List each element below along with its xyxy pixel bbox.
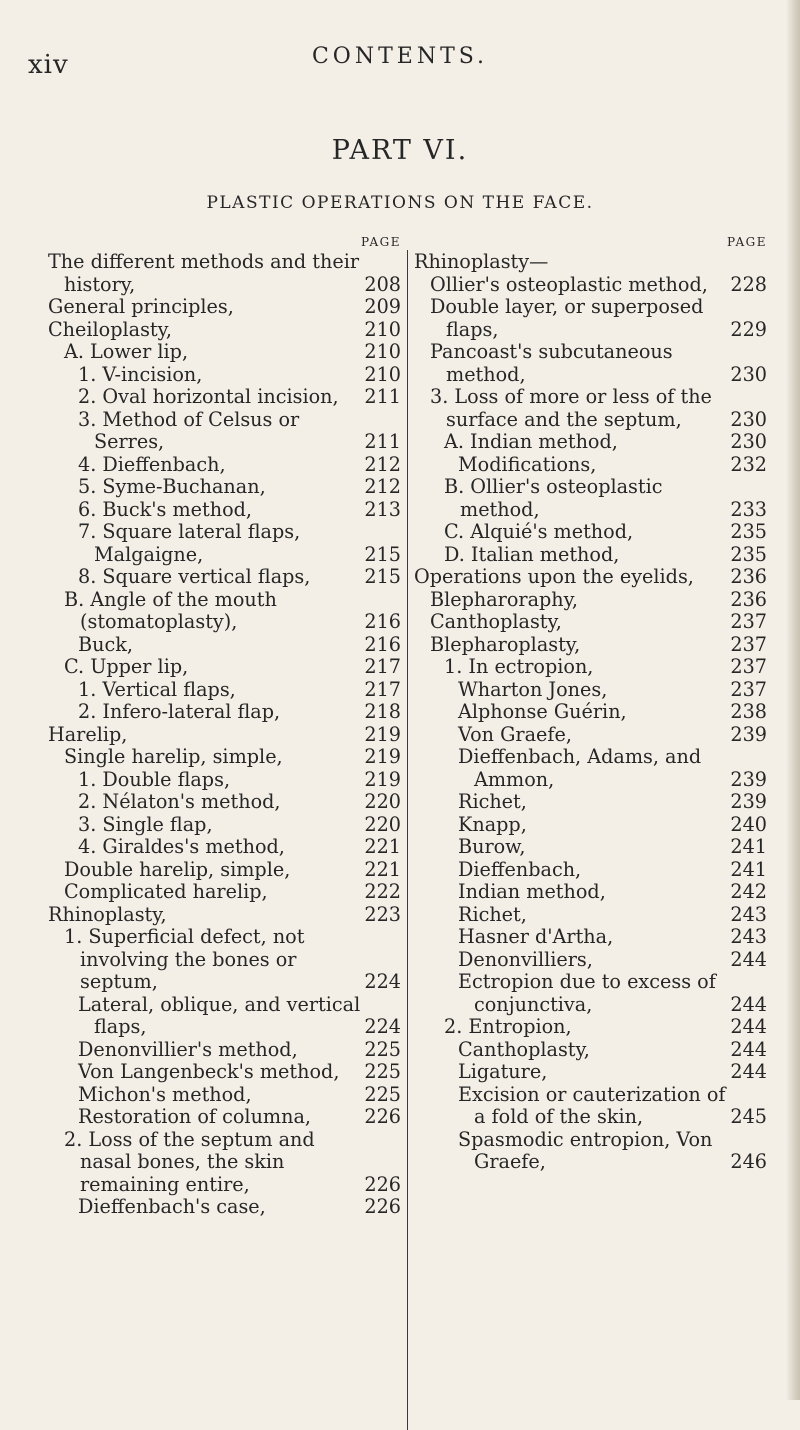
toc-entry-title: 2. Infero-lateral flap, (78, 700, 281, 723)
toc-entry-page: 217 (364, 655, 401, 678)
toc-entry-page: 219 (364, 745, 401, 768)
toc-entry (48, 724, 403, 747)
toc-entry-page: 224 (364, 1015, 401, 1038)
toc-entry-page: 217 (364, 677, 401, 701)
toc-entry-page: 230 (730, 407, 767, 431)
toc-entry (48, 341, 403, 364)
toc-entry (48, 1129, 403, 1197)
toc-entry (48, 566, 403, 589)
toc-entry-title: Von Langenbeck's method, (78, 1060, 340, 1083)
toc-entry (414, 251, 769, 274)
toc-entry-title: Alphonse Guérin, (458, 700, 627, 723)
toc-entry-page: 244 (730, 1015, 767, 1038)
toc-entry-page: 240 (730, 812, 767, 836)
toc-entry-title: A. Lower lip, (64, 340, 189, 363)
toc-entry (414, 566, 769, 589)
toc-entry-page: 209 (364, 295, 401, 318)
toc-entry (48, 251, 403, 296)
toc-entry-page: 220 (364, 790, 401, 813)
toc-entry-title: 3. Method of Celsus or Serres, (78, 407, 300, 453)
toc-entry-title: Canthoplasty, (458, 1037, 590, 1061)
toc-entry-page: 230 (730, 362, 767, 386)
toc-entry (414, 454, 769, 477)
toc-entry-page: 237 (730, 632, 767, 656)
toc-entry-title: Blepharoraphy, (430, 587, 579, 611)
toc-entry-page: 236 (730, 587, 767, 611)
toc-entry (48, 319, 403, 342)
toc-entry (414, 611, 769, 634)
toc-entry (414, 341, 769, 386)
right-column (414, 233, 769, 1174)
page-column-label: PAGE (727, 235, 767, 249)
toc-entry (414, 386, 769, 431)
toc-entry-page: 225 (364, 1037, 401, 1061)
toc-entry-title: Denonvilliers, (458, 947, 593, 971)
toc-entry-page: 243 (730, 925, 767, 948)
toc-entry-title: 1. V-incision, (78, 362, 203, 386)
toc-entry-title: Operations upon the eyelids, (414, 565, 694, 588)
toc-entry-title: Ectropion due to excess of conjunctiva, (458, 970, 716, 1016)
toc-entry-title: Pancoast's subcutaneous method, (430, 340, 673, 386)
toc-entry (48, 881, 403, 904)
toc-entry-page: 210 (364, 340, 401, 363)
toc-entry-page: 235 (730, 520, 767, 543)
toc-entry-title: A. Indian method, (444, 430, 618, 453)
toc-entry-title: Canthoplasty, (430, 610, 562, 633)
toc-entry (414, 836, 769, 859)
toc-entry-page: 211 (364, 430, 401, 453)
toc-entry (414, 296, 769, 341)
toc-entry-title: Wharton Jones, (458, 677, 608, 701)
toc-entry (414, 544, 769, 567)
toc-entry-page: 237 (730, 677, 767, 701)
toc-entry (48, 679, 403, 702)
right-entry-list (414, 251, 769, 1174)
toc-entry-title: Ligature, (458, 1060, 548, 1083)
toc-entry-page: 239 (730, 767, 767, 791)
toc-entry-page: 213 (364, 497, 401, 521)
toc-entry-page: 237 (730, 655, 767, 678)
toc-entry-title: Buck, (78, 632, 133, 656)
toc-entry (414, 971, 769, 1016)
toc-entry (48, 364, 403, 387)
toc-entry (414, 679, 769, 702)
toc-entry-title: 2. Nélaton's method, (78, 790, 281, 813)
toc-entry (414, 746, 769, 791)
toc-entry-title: Double layer, or superposed flaps, (430, 295, 704, 341)
toc-entry-title: Dieffenbach's case, (78, 1195, 266, 1218)
toc-entry-page: 233 (730, 497, 767, 521)
toc-entry-title: Dieffenbach, Adams, and Ammon, (458, 745, 702, 791)
toc-entry (414, 521, 769, 544)
toc-entry (48, 476, 403, 499)
toc-entry-title: The different methods and their history, (48, 250, 360, 296)
toc-entry-title: Spasmodic entropion, Von Graefe, (458, 1127, 713, 1173)
toc-entry-page: 225 (364, 1082, 401, 1106)
toc-entry-title: Rhinoplasty, (48, 902, 167, 926)
toc-entry-title: Von Graefe, (458, 722, 572, 746)
toc-entry-page: 212 (364, 475, 401, 498)
toc-entry (48, 1039, 403, 1062)
toc-entry-title: 2. Entropion, (444, 1015, 572, 1038)
toc-entry-page: 239 (730, 790, 767, 813)
toc-entry (48, 746, 403, 769)
page-column-label: PAGE (361, 235, 401, 249)
toc-entry-title: Blepharoplasty, (430, 632, 581, 656)
toc-entry-page: 211 (364, 385, 401, 408)
toc-entry-page: 221 (364, 835, 401, 858)
toc-entry (414, 814, 769, 837)
toc-entry-title: Michon's method, (78, 1082, 252, 1106)
toc-entry (48, 994, 403, 1039)
toc-entry (414, 274, 769, 297)
toc-entry (414, 904, 769, 927)
toc-entry-page: 225 (364, 1060, 401, 1083)
toc-entry-page: 230 (730, 430, 767, 453)
toc-entry (48, 926, 403, 994)
toc-entry-page: 208 (364, 272, 401, 296)
toc-entry-page: 218 (364, 700, 401, 723)
toc-entry (414, 926, 769, 949)
toc-entry-page: 223 (364, 902, 401, 926)
toc-entry-title: C. Upper lip, (64, 655, 189, 678)
toc-entry-title: 7. Square lateral flaps, Malgaigne, (78, 520, 301, 566)
toc-entry-page: 210 (364, 317, 401, 341)
toc-entry-page: 219 (364, 722, 401, 746)
toc-entry (48, 589, 403, 634)
toc-entry-page: 228 (730, 272, 767, 296)
toc-entry-title: Harelip, (48, 722, 128, 746)
toc-entry-page: 244 (730, 992, 767, 1016)
toc-entry-title: Double harelip, simple, (64, 857, 291, 881)
toc-entry-page: 237 (730, 610, 767, 633)
toc-entry (48, 1084, 403, 1107)
toc-entry-title: Indian method, (458, 880, 606, 903)
toc-entry-page: 224 (364, 970, 401, 993)
toc-entry-page: 241 (730, 835, 767, 858)
toc-entry-page: 221 (364, 857, 401, 881)
toc-entry (48, 1196, 403, 1219)
toc-entry (48, 409, 403, 454)
toc-entry (48, 499, 403, 522)
toc-entry (414, 476, 769, 521)
toc-entry-title: Complicated harelip, (64, 880, 268, 903)
toc-entry (48, 791, 403, 814)
toc-entry (48, 454, 403, 477)
toc-entry (48, 701, 403, 724)
toc-entry-title: Hasner d'Artha, (458, 925, 614, 948)
toc-entry (414, 431, 769, 454)
toc-entry (48, 859, 403, 882)
toc-entry-title: Richet, (458, 902, 527, 926)
toc-entry-title: C. Alquié's method, (444, 520, 634, 543)
toc-entry-title: 1. In ectropion, (444, 655, 594, 678)
toc-entry-page: 229 (730, 317, 767, 341)
part-subtitle: PLASTIC OPERATIONS ON THE FACE. (206, 193, 594, 213)
toc-entry-page: 215 (364, 542, 401, 566)
toc-entry (48, 836, 403, 859)
toc-entry-title: Restoration of columna, (78, 1105, 312, 1128)
toc-entry-title: 1. Double flaps, (78, 767, 231, 791)
toc-entry-page: 238 (730, 700, 767, 723)
toc-entry (414, 859, 769, 882)
toc-entry (48, 296, 403, 319)
page-header (0, 38, 800, 88)
toc-entry-page: 219 (364, 767, 401, 791)
toc-entry-page: 241 (730, 857, 767, 881)
toc-entry (414, 791, 769, 814)
toc-entry (414, 1129, 769, 1174)
column-divider (407, 250, 408, 1430)
toc-entry-title: 3. Single flap, (78, 812, 213, 836)
toc-entry-page: 226 (364, 1195, 401, 1218)
toc-entry-title: D. Italian method, (444, 542, 620, 566)
toc-entry-page: 235 (730, 542, 767, 566)
toc-entry-page: 222 (364, 880, 401, 903)
toc-entry (414, 724, 769, 747)
toc-entry-title: General principles, (48, 295, 234, 318)
left-entry-list (48, 251, 403, 1219)
toc-entry-page: 210 (364, 362, 401, 386)
toc-entry-page: 243 (730, 902, 767, 926)
toc-entry-title: Rhinoplasty— (414, 250, 549, 273)
toc-entry (414, 1084, 769, 1129)
toc-entry-title: Denonvillier's method, (78, 1037, 298, 1061)
toc-entry-title: Ollier's osteoplastic method, (430, 272, 708, 296)
toc-entry (414, 701, 769, 724)
page-number: xiv (28, 50, 69, 80)
toc-entry (48, 1106, 403, 1129)
toc-entry (414, 1016, 769, 1039)
toc-entry-page: 244 (730, 1037, 767, 1061)
toc-entry-title: 4. Giraldes's method, (78, 835, 285, 858)
toc-entry-title: 2. Oval horizontal incision, (78, 385, 339, 408)
toc-entry (48, 1061, 403, 1084)
toc-entry-title: 1. Vertical flaps, (78, 677, 236, 701)
toc-entry-page: 246 (730, 1150, 767, 1173)
toc-entry-page: 236 (730, 565, 767, 588)
toc-entry-page: 226 (364, 1172, 401, 1196)
toc-entry-title: 4. Dieffenbach, (78, 452, 226, 476)
toc-entry-title: 6. Buck's method, (78, 497, 253, 521)
toc-entry-page: 242 (730, 880, 767, 903)
toc-entry (48, 634, 403, 657)
running-head: CONTENTS. (311, 44, 489, 69)
toc-entry-title: 2. Loss of the septum and nasal bones, the skin remaining entire, (64, 1127, 315, 1196)
toc-entry (414, 1061, 769, 1084)
toc-entry-title: Lateral, oblique, and vertical flaps, (78, 992, 361, 1038)
toc-entry-title: B. Ollier's osteoplastic method, (444, 475, 663, 521)
toc-entry-page: 226 (364, 1105, 401, 1128)
toc-entry-page: 245 (730, 1105, 767, 1128)
toc-entry (414, 589, 769, 612)
part-title: PART VI. (331, 135, 469, 166)
toc-entry-title: Excision or cauterization of a fold of the skin, (458, 1082, 726, 1128)
toc-entry-page: 232 (730, 452, 767, 476)
toc-entry (414, 1039, 769, 1062)
toc-entry-page: 215 (364, 565, 401, 588)
toc-entry-title: 1. Superficial defect, not involving the bones or septum, (64, 925, 305, 993)
toc-entry-title: 3. Loss of more or less of the surface and the septum, (430, 385, 712, 431)
toc-entry-page: 244 (730, 1060, 767, 1083)
toc-entry-title: Cheiloplasty, (48, 317, 173, 341)
toc-entry-title: Modifications, (458, 452, 597, 476)
toc-entry-page: 216 (364, 610, 401, 633)
toc-entry-title: Richet, (458, 790, 527, 813)
toc-entry (48, 814, 403, 837)
toc-entry-page: 220 (364, 812, 401, 836)
toc-entry-title: Single harelip, simple, (64, 745, 283, 768)
toc-entry (414, 656, 769, 679)
toc-entry (48, 904, 403, 927)
toc-entry-title: 5. Syme-Buchanan, (78, 475, 266, 498)
toc-entry-title: Burow, (458, 835, 526, 858)
toc-entry (414, 949, 769, 972)
toc-entry-page: 239 (730, 722, 767, 746)
toc-entry-page: 244 (730, 947, 767, 971)
toc-entry (414, 881, 769, 904)
toc-entry-page: 216 (364, 632, 401, 656)
toc-entry (48, 521, 403, 566)
toc-entry (48, 386, 403, 409)
toc-entry-title: B. Angle of the mouth (stomatoplasty), (64, 587, 277, 633)
toc-entry (48, 769, 403, 792)
toc-entry-title: 8. Square vertical flaps, (78, 565, 311, 588)
toc-entry (414, 634, 769, 657)
toc-entry-page: 212 (364, 452, 401, 476)
toc-entry-title: Dieffenbach, (458, 857, 582, 881)
toc-entry (48, 656, 403, 679)
toc-entry-title: Knapp, (458, 812, 527, 836)
left-column (48, 233, 403, 1219)
